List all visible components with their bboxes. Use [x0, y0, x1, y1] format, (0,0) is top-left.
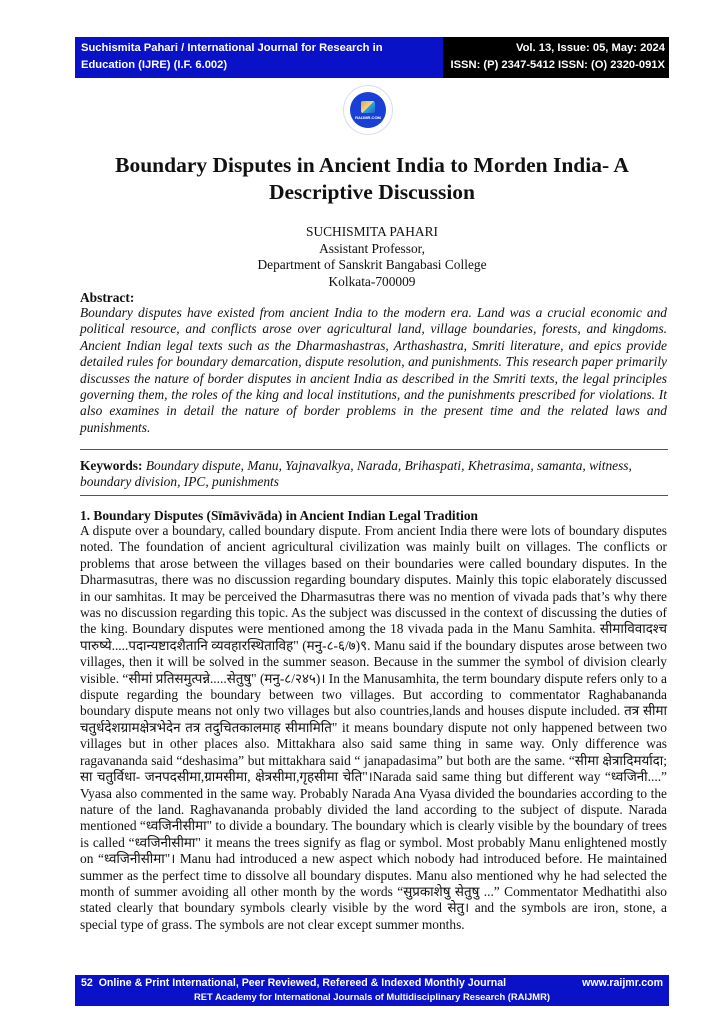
volume-issue: Vol. 13, Issue: 05, May: 2024: [515, 42, 665, 54]
author-location: Kolkata-700009: [328, 273, 416, 289]
keywords-list: Boundary dispute, Manu, Yajnavalkya, Narada, Brihaspati, Khetrasima, samanta, witness, boundary division, IPC, punishments: [80, 458, 632, 490]
footer-publisher: RET Academy for International Journals of Multidisciplinary Research (RAIJMR): [194, 991, 550, 1002]
abstract-heading: Abstract:: [80, 290, 135, 305]
author-department: Department of Sanskrit Bangabasi College: [257, 257, 487, 272]
author-position: Assistant Professor,: [319, 240, 425, 256]
paper-title-line1: Boundary Disputes in Ancient India to Morden India- A: [115, 153, 629, 177]
author-name: SUCHISMITA PAHARI: [306, 224, 438, 239]
issn-numbers: ISSN: (P) 2347-5412 ISSN: (O) 2320-091X: [450, 59, 665, 71]
section-body-text: A dispute over a boundary, called boundary dispute. From ancient India there were lots of boundary disputes noted. The foundation of ancient agricultural civilization was mainly built on villages. The conflicts or problems that arose between the villages based on their boundaries were called boundary disputes. In the Dharmasutras, there was no discussion regarding boundary disputes. Mainly this topic elaborately discussed in our samhitas. It may be perceived the Dharmasutras there was no mention of vivada pads that’s why there was no discussion regarding this topic. As the subject was discussed in the context of discussing the duties of the king. Boundary disputes were mentioned among the 18 vivada pada in the Manu Samhita. सीमाविवादश्च पारुष्ये.....पदान्यष्टादशैतानि व्यवहारस्थिताविह" (मनु-८-६/७)९. Manu said if the boundary disputes arose between two villages, then it will be solved in the summer season. Because in the summer the symbol of division clearly visible. “सीमां प्रतिसमुत्पन्ने.....सेतुषु" (मनु-८/२४५)। In the Manusamhita, the term boundary dispute refers only to a dispute regarding the boundary between two villages. But according to commentator Raghabananda boundary dispute means not only two villages but also countries,lands and houses dispute included. तत्र सीमा चतुर्धदेशग्रामक्षेत्रभेदेन तत्र तदुचितकालमाह सीमामिति" it means boundary dispute not only happened between two villages but in other places also. Mittakhara also said same thing in same way. Only difference was ragavananda said “deshasima” but mittakhara said “ janapadasima” but both are the same. “सीमा क्षेत्रादिमर्यादा; सा चतुर्विधा- जनपदसीमा,ग्रामसीमा, क्षेत्रसीमा,गृहसीमा चेति"।Narada said same thing but different way “ध्वजिनी....” Vyasa also commented in the same way. Probably Narada Ana Vyasa divided the boundaries according to the nature of the land. Raghavananda probably divided the land according to the subject of dispute. Narada mentioned “ध्वजिनीसीमा" to divide a boundary. The boundary which is clearly visible by the boundary of trees is called “ध्वजिनीसीमा" it means the trees signify as flag or symbol. Most probably Manu enlightened mostly on “ध्वजिनीसीमा"। Manu had introduced a new aspect which nobody had introduced before. He maintained summer as the perfect time to dissolve all boundary disputes. Manu also mentioned why he had selected the month of summer avoiding all other month by the words “सुप्रकाशेषु सेतुषु ...” Commentator Medhatithi also stated clearly that boundary symbols clearly visible by the word सेतु। and the symbols are iron, stone, a special type of grass. The symbols are not clear except summer months.: [80, 523, 667, 932]
logo-text: RAIJMR.COM: [355, 114, 381, 120]
abstract-text: Boundary disputes have existed from ancient India to the modern era. Land was a crucial economic and political resource, and conflicts arose over agricultural land, village boundaries, forests, and kingdoms. Ancient Indian legal texts such as the Dharmashastras, Arthashastra, Smriti literature, and epics provide detailed rules for boundary demarcation, dispute resolution, and punishments. This research paper primarily discusses the nature of border disputes in ancient India as described in the Smriti texts, the legal principles governing them, the roles of the king and local institutions, and the punishments prescribed for violations. It also examines in detail the nature of border problems in the present time and the related laws and punishments.: [80, 305, 667, 435]
journal-citation-line2: Education (IJRE) (I.F. 6.002): [81, 59, 228, 71]
journal-footer-band: [75, 975, 669, 1006]
quill-scroll-icon: [361, 101, 375, 113]
issue-info: [443, 37, 669, 78]
journal-citation: [75, 37, 443, 78]
keywords-label: Keywords:: [80, 458, 143, 473]
footer-website-link[interactable]: www.raijmr.com: [582, 977, 663, 989]
page-number: 52: [81, 977, 93, 989]
paper-title: [75, 152, 669, 206]
footer-tagline-group: [81, 976, 506, 990]
paper-title-line2: Descriptive Discussion: [268, 180, 476, 204]
keywords: [80, 458, 667, 491]
footer-row: [75, 975, 669, 990]
journal-seal-logo-icon: [343, 85, 393, 135]
author-block: [75, 224, 669, 290]
journal-header-band: [75, 37, 669, 78]
divider-top: [80, 449, 668, 450]
footer-tagline: Online & Print International, Peer Reviewed, Refereed & Indexed Monthly Journal: [98, 977, 507, 989]
divider-bottom: [80, 495, 668, 496]
logo-disc: [350, 92, 386, 128]
section-heading: 1. Boundary Disputes (Sīmāvivāda) in Ancient Indian Legal Tradition: [80, 508, 478, 523]
journal-citation-line1: Suchismita Pahari / International Journal for Research in: [81, 42, 383, 54]
